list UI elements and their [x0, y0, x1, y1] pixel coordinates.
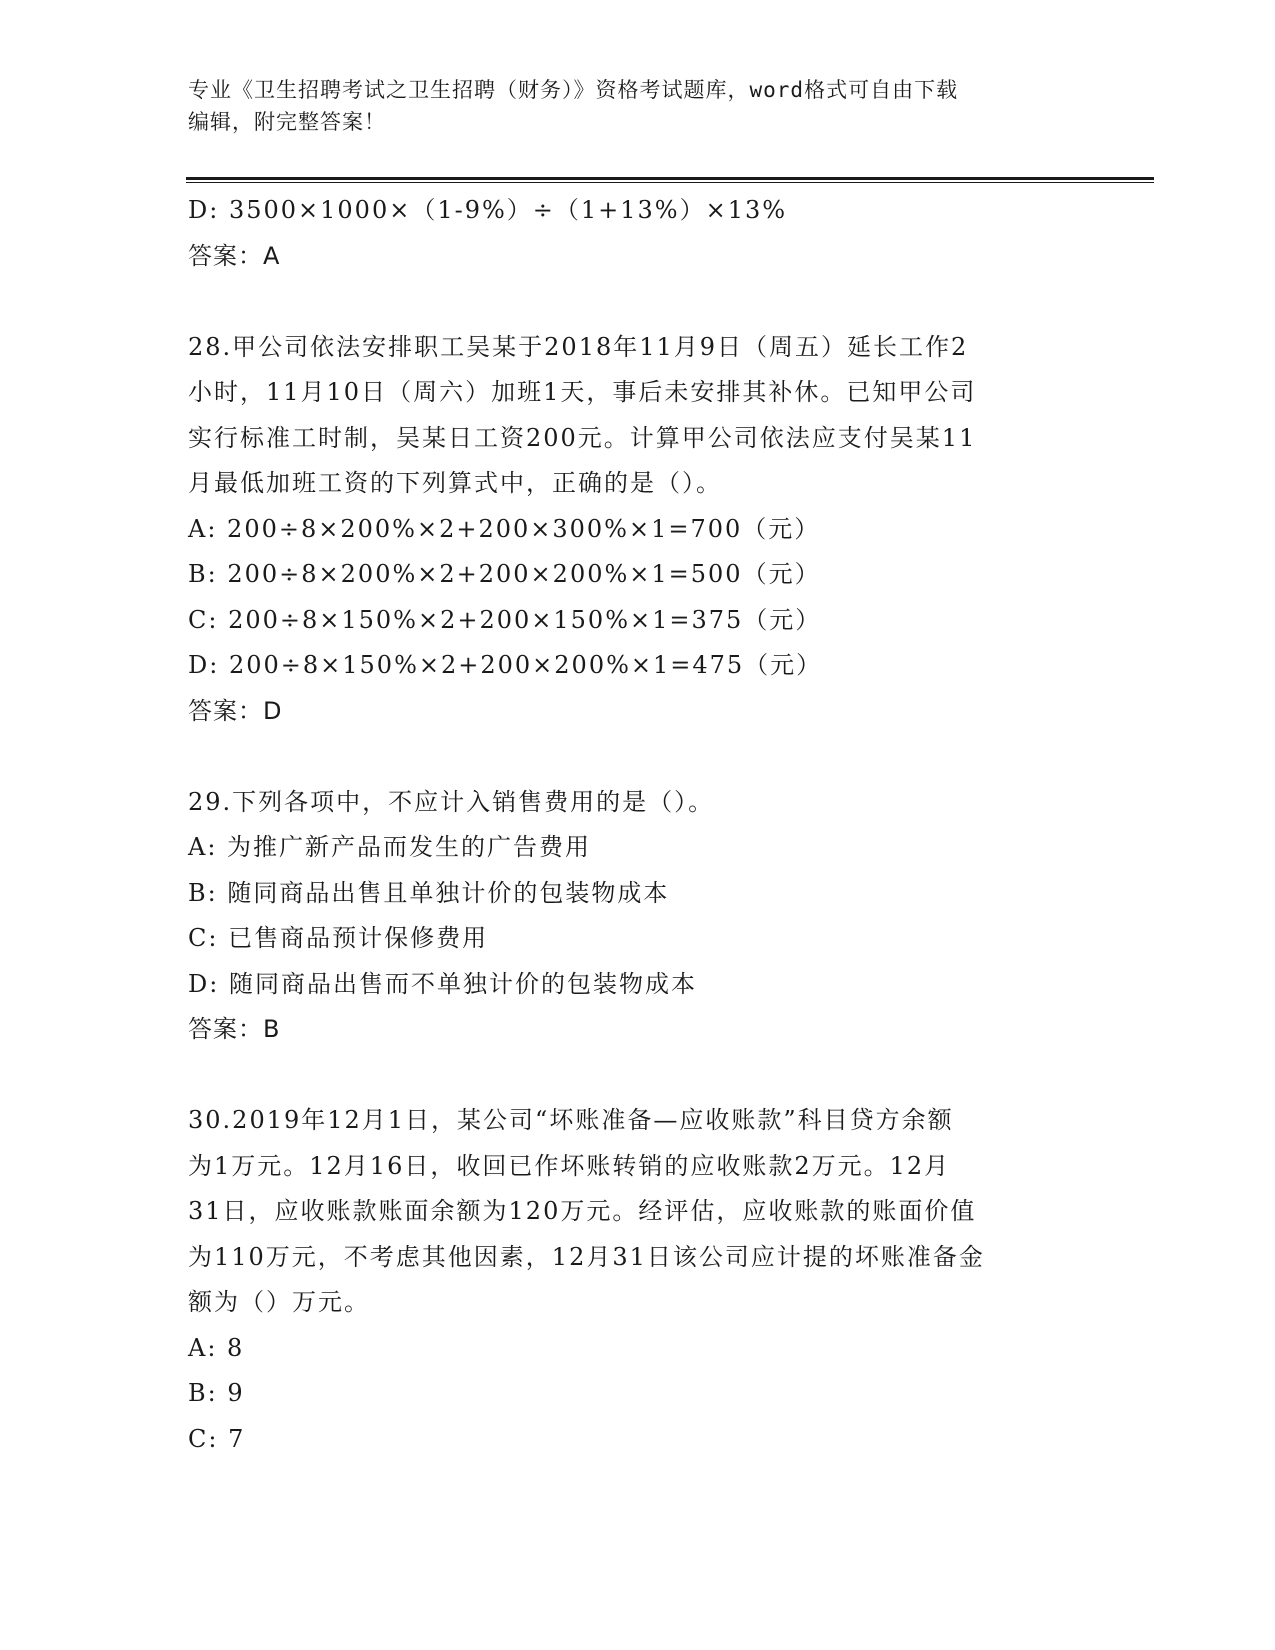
spacer: [188, 734, 1088, 780]
q30-stem-line: 30.2019年12月1日，某公司“坏账准备—应收账款”科目贷方余额: [188, 1106, 954, 1134]
q30-stem-line: 为1万元。12月16日，收回已作坏账转销的应收账款2万元。12月: [188, 1151, 951, 1180]
q28-stem-line: 实行标准工时制，吴某日工资200元。计算甲公司依法应支付吴某11: [188, 423, 977, 452]
q28-stem-line: 月最低加班工资的下列算式中，正确的是（）。: [188, 469, 722, 497]
q28-option-c: C: 200÷8×150%×2+200×150%×1=375（元）: [188, 605, 822, 634]
q30-stem: [188, 1098, 1088, 1326]
spacer: [188, 1053, 1088, 1099]
q28-stem: [188, 325, 1088, 507]
q29-option-d: D: 随同商品出售而不单独计价的包装物成本: [188, 969, 697, 998]
q29-stem: 29.下列各项中，不应计入销售费用的是（）。: [188, 787, 715, 816]
header-line-2: 编辑，附完整答案！: [188, 110, 386, 134]
q29-option-a: A: 为推广新产品而发生的广告费用: [188, 833, 592, 861]
q28-option-d: D: 200÷8×150%×2+200×200%×1=475（元）: [188, 651, 823, 679]
q29-answer: 答案：B: [188, 1015, 281, 1043]
q29-option-c: C: 已售商品预计保修费用: [188, 924, 489, 952]
q30-stem-line: 31日，应收账款账面余额为120万元。经评估，应收账款的账面价值: [188, 1197, 977, 1225]
q30-option-a: A: 8: [188, 1333, 245, 1362]
q27-answer: 答案：A: [188, 241, 281, 270]
q28-stem-line: 28.甲公司依法安排职工吴某于2018年11月9日（周五）延长工作2: [188, 332, 969, 361]
q30-stem-line: 为110万元，不考虑其他因素，12月31日该公司应计提的坏账准备金: [188, 1242, 985, 1271]
document-header: [188, 74, 1068, 138]
q30-stem-line: 额为（）万元。: [188, 1288, 370, 1316]
header-line-1: 专业《卫生招聘考试之卫生招聘（财务）》资格考试题库，word格式可自由下载: [188, 78, 959, 102]
q28-answer: 答案：D: [188, 696, 283, 725]
header-rule-thin: [186, 182, 1154, 183]
q28-stem-line: 小时，11月10日（周六）加班1天，事后未安排其补休。已知甲公司: [188, 378, 977, 406]
q29-option-b: B: 随同商品出售且单独计价的包装物成本: [188, 878, 670, 907]
q30-option-c: C: 7: [188, 1424, 246, 1453]
spacer: [188, 279, 1088, 325]
q28-option-b: B: 200÷8×200%×2+200×200%×1=500（元）: [188, 560, 821, 588]
question-content: [188, 188, 1088, 1462]
q28-option-a: A: 200÷8×200%×2+200×300%×1=700（元）: [188, 514, 821, 543]
header-rule-thick: [186, 177, 1154, 180]
q27-option-d: D: 3500×1000×（1-9%）÷（1+13%）×13%: [188, 196, 788, 224]
q30-option-b: B: 9: [188, 1379, 245, 1407]
